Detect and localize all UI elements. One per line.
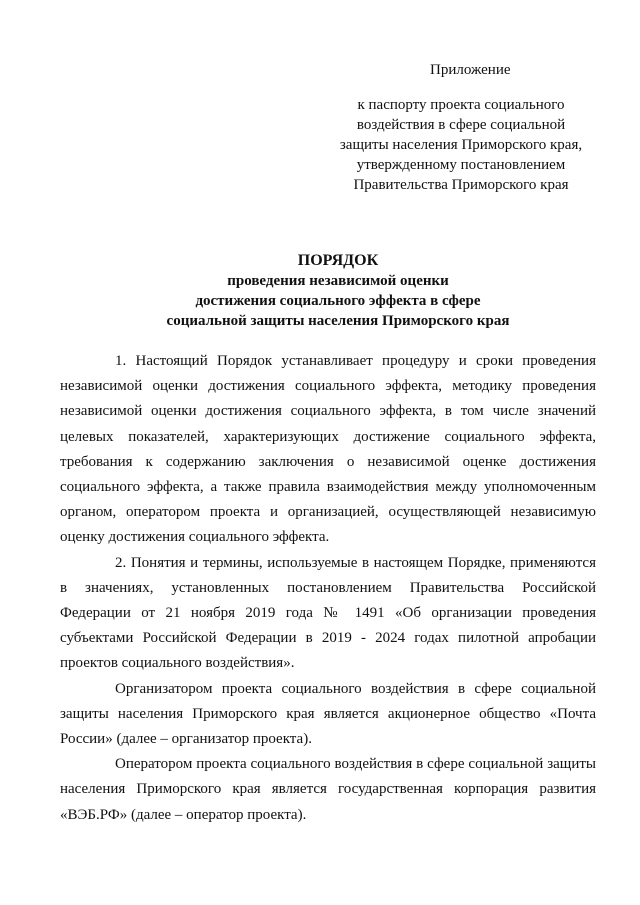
annex-line: к паспорту проекта социального [357,97,565,113]
paragraph-1: 1. Настоящий Порядок устанавливает процедуру и сроки проведения независимой оценки достижения социального эффекта, методику проведения независимой оценки достижения социального эффекта, в том числе значений целевых показателей, характеризующих достижение социального эффекта, требования к содержанию заключения о независимой оценке достижения социального эффекта, а также правила взаимодействия между уполномоченным органом, оператором проекта и организацией, осуществляющей независимую оценку достижения социального эффекта. [60,353,596,546]
heading-title: ПОРЯДОК [297,252,379,269]
paragraph-organizer: Организатором проекта социального воздействия в сфере социальной защиты населения Приморского края является акционерное общество «Почта России» (далее – организатор проекта). [60,680,596,748]
annex-line: утвержденному постановлением [356,157,566,173]
annex-line: защиты населения Приморского края, [339,137,583,153]
heading-line: проведения независимой оценки [227,273,449,289]
document-heading [100,251,576,331]
annex-line: воздействия в сфере социальной [356,117,566,133]
annex-title: Приложение [430,62,511,78]
annex-reference [330,95,592,195]
paragraph-2: 2. Понятия и термины, используемые в настоящем Порядке, применяются в значениях, установленных постановлением Правительства Российской Федерации от 21 ноября 2019 года № 1491 «Об организации проведения субъектами Российской Федерации в 2019 - 2024 годах пилотной апробации проектов социального воздействия». [60,554,596,672]
heading-line: достижения социального эффекта в сфере [195,293,481,309]
annex-line: Правительства Приморского края [353,177,569,193]
document-body [60,349,596,828]
heading-line: социальной защиты населения Приморского края [166,313,510,329]
paragraph-operator: Оператором проекта социального воздействия в сфере социальной защиты населения Приморского края является государственная корпорация развития «ВЭБ.РФ» (далее – оператор проекта). [60,756,596,823]
